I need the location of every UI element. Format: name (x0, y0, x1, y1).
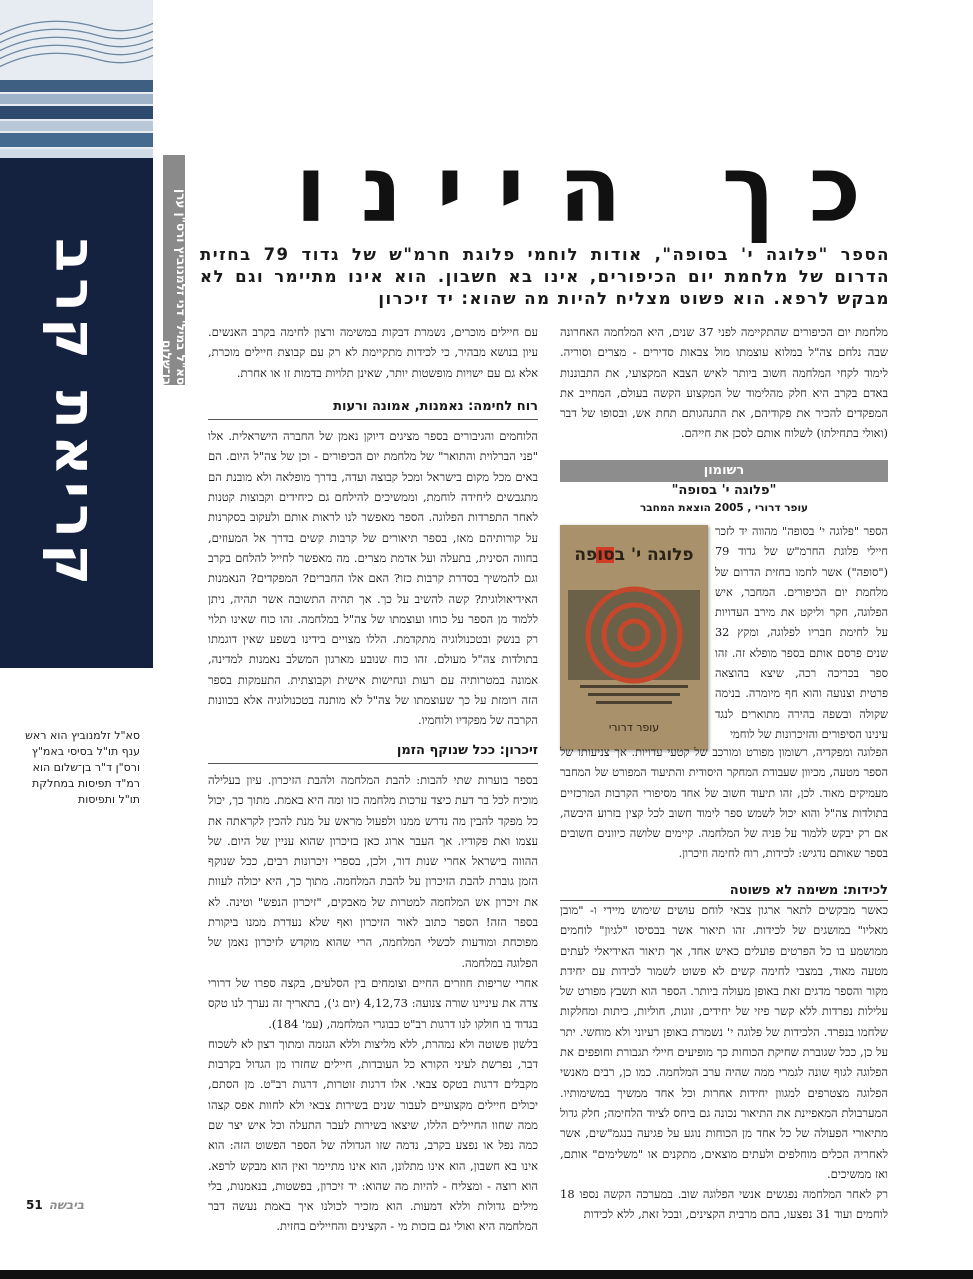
book-meta: עופר דרורי , 2005 הוצאת המחבר (639, 502, 809, 514)
cohesion-text (560, 900, 888, 1225)
page-number: 51 (26, 1198, 43, 1212)
memory-text-1: בספר בוערות שתי להבות: להבת המלחמה ולהבת הזיכרון. עיון בעלילה מוכיח לכל בר דעת כיצד ערכות מלחמה כזו ומה היא באמת. מתוך כך, יכול כל מפקד להבין מה נדרש ממנו ולפעול מראש על מנת להכין לקראתה את עצמו ואת פקודיו. אך העבר ארוג כאן בזיכרון שהוא עניין של היום. של ההווה בישראל אחרי שנות דור, ולכן, בספרי זיכרונות רבים, ככל שנוקף הזמן גוברת להבת הזיכרון על להבת המלחמה. מתוך כך, היא יכולה לעוות את זיכרון אש המלחמה למטרות של מאבקים, "זיכרון הנפש" וטינה. לא בספר הזה! הספר כתוב לאור הזיכרון ואף שלא נעדרת ממנו ביקורת מפוכחת ומודעות לכשלי המלחמה, הרי שהוא מוקדש לזיכרון נאמן של הפלוגה במלחמה. (208, 772, 538, 970)
memory-text-2: אחרי שריפות חוזרים החיים וצומחים בין הסלעים, בקצה ספרו של דרורי צדה את עיניינו שורה צנועה: 4,12,73 (יום ג'), בתאריך זה נערך לנו טקס בגדוד בו חולקו לנו דרגות רב"ט כבוגרי המלחמה, (עמ' 184). (208, 975, 538, 1031)
fighting-spirit-text: הלוחמים והגיבורים בספר מציגים דיוקן נאמן של החברה הישראלית. אלו "פני הברלוית והתואר" של מלחמת יום הכיפורים - וכן של צה"ל היום. הם באים מכל מקום בישראל ומכל קבוצה ועדה, בדרך מופלאה ולא מובנת הם מתגבשים ליחידה לוחמת, וממשיכים להילחם גם כיחידים וקבוצות קטנות לאחר התפרדות הפלוגה. הספר מאפשר לנו לראות אותם ולעקוב בסקרנות על קורותיהם מאז, בספר תיאורים של קרבות קשים בדרך אל המעוזים, בחווה הסינית, בתעלה ועל אדמת מצרים. מה מאפשר לחייל להלחם בקרב וגם להמשיך בסדרת קרבות כזו? האם אלו החברים? המפקדים? הנאמנות האידיאולוגית? קשה להשיב על כך. אך תהיה התשובה אשר תהיה, ניתן ללמוד מן הספר על כוחו ועוצמתו של צה"ל במלחמה. זהו כוח שאינו תלוי רק בנשק ובטכנולוגיה מתקדמת. הללו מצויים בידינו בשפע שאין דוגמתו בתולדות צה"ל מעולם. זהו כוח שנובע מארגון המשלב נאמנות למדינה, אמונה במטרותיה עם רעות ונחישות אישית וקבוצתית. התעמקות בספר הזה רומזת על כך שעוצמתו של צה"ל לא מותנה בטכנולוגיה אלא בכוונות הקרבה של מפקדיו ולוחמיו. (208, 429, 538, 728)
deck: הספר "פלוגה י' בסופה", אודות לוחמי פלוגת חרמ"ש של גדוד 79 בחזית הדרום של מלחמת יום הכיפורים, אינו בא חשבון. הוא אינו מתיימר וגם לא מבקש לרפא. הוא פשוט מצליח להיות מה שהוא: יד זיכרון (200, 245, 890, 308)
cohesion-paragraph-1: כאשר מבקשים לתאר ארגון צבאי לוחם עושים שימוש מיידי ו- "מובן מאליו" במושגים של לכידות. זהו תיאור אשר בבסיסו "לגיון" לוחמים ממושמע בו כל הפרטים פועלים כאיש אחד, אך תיאור האידיאלי לעתים מטעה מאוד, במצבי לחימה קשים לא פשוט לשמור לכידות עם יחידת מקור והספר מדגים זאת באופן מעולה ביותר. הספר הוא תשבץ מפורט של עלילות נפרדות ללא קשר פיזי של יחידים, זוגות, חוליות, כיתות ומחלקות שלחמו בנפרד. הלכידות של פלוגה י' נשמרת באופן רעיוני ולא מוחשי. יתר על כן, ככל שגוברת שחיקת הכוחות כך מופיעים חיילי תגבורת וחופפים את הפלוגה לגוף שונה לגמרי ממה שהיה ערב המלחמה. כמו כן, רבים מאנשי הפלוגה מצטרפים למגוון יחידות אחרות וכל אחד ממשיך במשימותיו. המערבולת המאפיינת את התיאור נכונה גם ביחס לציוד הלחימה; חלק גדול מתיאורי הפעולה של כל אחד מן הכוחות נוגע על פגיעה בנגמ"שים, אשר לאחריה הכלים מוחלפים ולעתים מוצאים, מתקנים או "משלימים" אותם, ואז ממשיכים. (560, 903, 888, 1181)
headline: כך היינו (295, 136, 895, 243)
box-text-narrow: הספר "פלוגה י' בסופה" מהווה יד לזכר חיילי פלוגת החרמ"ש של גדוד 79 ("סופה") אשר לחמו בחזית הדרום של מלחמת יום הכיפורים. המחבר, איש הפלוגה, חקר וליקט את מירב העדויות על לחימת חבריו לפלוגה, ומקץ 32 שנים פרסם אותם בספר מופלא זה. זהו ספר בכריכה רכה, שיצא בהוצאה פרטית וצנועה והוא חף מיומרה. בנימה שקולה ובשפה בהירה מתוארים לנגד עינינו הסיפורים והזיכרונות של לוחמי (715, 525, 888, 741)
author-note: סא"ל זלמנוביץ הוא ראש ענף תו"ל בסיסי באמ"ץ ורס"ן ד"ר בן־שלום הוא רמ"ד תפיסות במחלקת תו"ל ותפיסות (25, 729, 140, 806)
cohesion-paragraph-2: רק לאחר המלחמה נפגשים אנשי הפלוגה שוב. במערכה הקשה נספו 18 לוחמים ועוד 31 נפצעו, בהם מרבית הקצינים, ובכל זאת, ללא לכידות (560, 1187, 888, 1222)
magazine-name: ביבשה (48, 1198, 85, 1212)
bottom-rule (0, 1270, 973, 1279)
memory-heading: זיכרון: ככל שנוקף הזמן (208, 741, 538, 764)
cover-author: עופר דרורי (608, 721, 660, 734)
book-title: "פלוגה י' בסופה" (671, 483, 777, 498)
left-column (208, 322, 538, 1237)
cover-title: פלוגה י' בסופה (574, 545, 694, 565)
book-cover-image (560, 525, 708, 750)
cohesion-heading: לכידות: משימה לא פשוטה (560, 883, 888, 901)
section-title: קריאת קרב (42, 238, 108, 592)
memory-text-3: בלשון פשוטה ולא נמהרת, ללא מליצות וללא הגזמה ומתוך רצון לא לשכוח דבר, נפרשת לעיני הקורא כל העובדות, חיילים שחזרו מן הגדול בקרבות מקבלים דרגות בטקס צבאי. אלו דרגות זוטרות, דרגות רב"ט. מן הסתם, יכולים חיילים מקצועיים לעבור שנים בשירות צבאי ולא לחוות אפס קצהו ממה שחוו החיילים הללו, שיצאו בשירות לעבר התעלה וכל איש יצר שם כמה נפל או נפצע בקרב, נדמה שזו הגדולה של הספר הפשוט הזה: הוא אינו בא חשבון, הוא אינו מתלונן, הוא אינו מתיימר ואין הוא מבקש לרפא. הוא רוצה - ומצליח - להיות מה שהוא: יד זיכרון, בפשטות, בנאמנות, בלי מילים גדולות וללא דמעות. הוא מזכיר לכולנו איך באמת נעשה דבר המלחמה היא ואולי גם בזכות מי - הקצינים והחיילים בחזית. (208, 1036, 538, 1234)
folio (26, 1198, 146, 1212)
books-illustration (0, 0, 153, 158)
left-intro: עם חיילים מוכרים, נשמרת דבקות במשימה ורצון לחימה בקרב האנשים. עיון בנושא מבהיר, כי לכידות מתקיימת לא רק עם קבוצת חיילים מוכרת, אלא גם עם ישויות מופשטות יותר, שאינן תלויות בדמות זו או אחרת. (208, 325, 538, 380)
fighting-spirit-heading: רוח לחימה: נאמנות, אמונה ורעות (208, 397, 538, 420)
byline: סא"ל במיל' דני זלמנוביץ ורס"ן ערן בן־שלום (163, 155, 185, 385)
box-header: רשומון (560, 460, 888, 482)
intro-paragraph: מלחמת יום הכיפורים שהתקיימה לפני 37 שנים, היא המלחמה האחרונה שבה נלחם צה"ל במלוא עוצמתו מול צבאות סדירים - מצרים וסוריה. לימוד לקחי המלחמה חשוב ביותר לאיש הצבא המקצועי, את התבוננות באדם בקרב היא חלק מהלימוד של המקצוע הקשה בעולם, המחייב את המפקדים להכיר את פקודיהם, את התנהגותם תחת אש, ובסופו של דבר (ואולי בתחילתו) לשלוח אותם לסכן את חייהם. (560, 325, 888, 441)
box-text-full: הפלוגה ומפקדיה, רשומון מפורט ומורכב של קטעי עדויות. אך צניעותו של הספר מטעה, מכיוון שעבודת המחקר היסודית והתיעוד המפורט של המחבר מעמיקים מאוד. לכן, זהו תיעוד חשוב של אחד מסיפורי הקרבות המרכזיים בתולדות צה"ל והוא יכול לשמש ספר לימוד חשוב לכל קצין בזרוע היבשה, אם רק יבקש ללמוד על פניה של המלחמה. קיימים שלושה כיוונים חשובים בספר שאותם נדגיש: לכידות, רוח לחימה וזיכרון. (560, 746, 888, 861)
